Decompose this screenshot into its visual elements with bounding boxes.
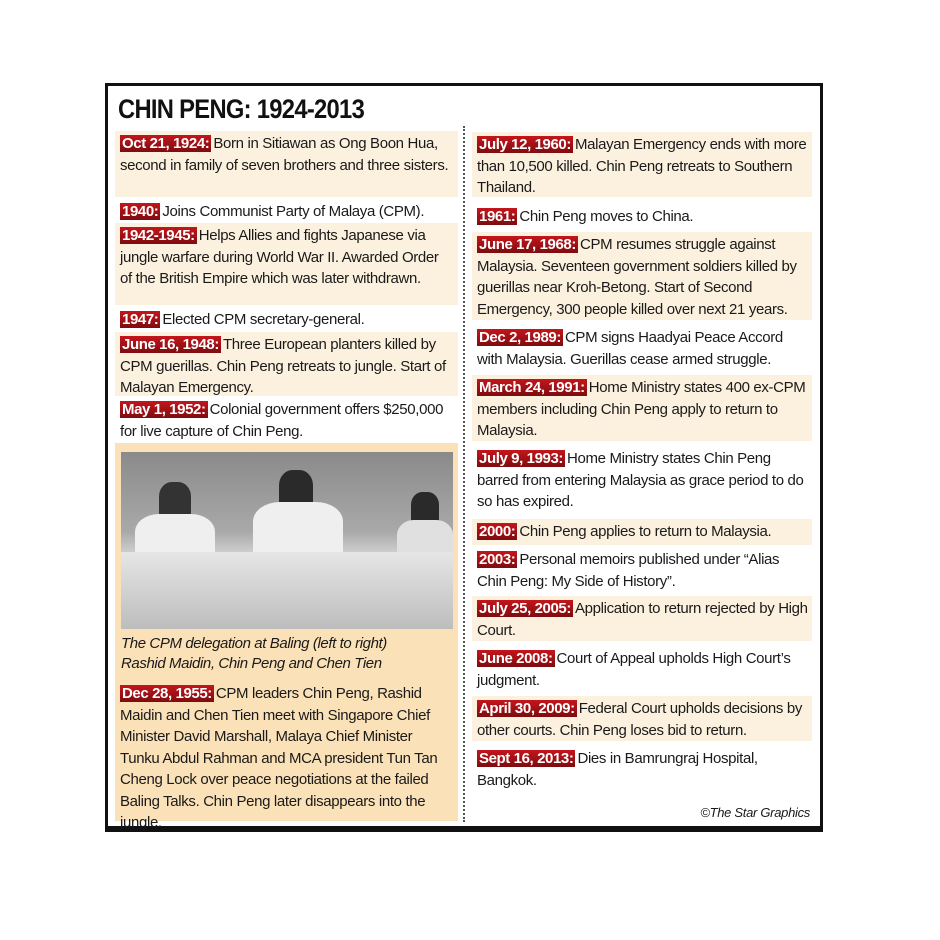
column-divider [463,126,465,822]
timeline-entry [472,547,812,591]
entry-date: Dec 2, 1989: [479,329,561,346]
entry-date: Sept 16, 2013: [479,750,574,767]
entry-text: Application to return rejected by High Court. [477,600,808,639]
entry-text: Personal memoirs published under “Alias Chin Peng: My Side of History”. [477,551,780,590]
entry-date: April 30, 2009: [479,700,575,717]
entry-date: 1947: [122,311,159,328]
entry-text: Home Ministry states 400 ex-CPM members including Chin Peng apply to return to Malaysia. [477,379,806,439]
timeline-entry [472,519,812,545]
entry-text: Malayan Emergency ends with more than 10,500 killed. Chin Peng retreats to Southern Thailand. [477,136,807,196]
timeline-entry [115,223,458,305]
entry-text: CPM resumes struggle against Malaysia. Seventeen government soldiers killed by guerillas near Kroh-Betong. Start of Second Emergency, 300 people killed over next 21 years. [477,236,797,318]
entry-date: June 17, 1968: [479,236,576,253]
timeline-entry [115,397,458,441]
timeline-entry [115,332,458,396]
entry-date: 1942-1945: [122,227,195,244]
timeline-entry [472,375,812,441]
timeline-entry [115,307,458,331]
timeline-entry [472,696,812,741]
entry-text: Elected CPM secretary-general. [162,311,365,328]
entry-date: June 16, 1948: [122,336,219,353]
entry-date: Dec 28, 1955: [122,685,212,702]
entry-text: CPM signs Haadyai Peace Accord with Malaysia. Guerillas cease armed struggle. [477,329,783,368]
entry-text: Chin Peng applies to return to Malaysia. [519,523,772,540]
entry-text: Home Ministry states Chin Peng barred from entering Malaysia as grace period to do so has expired. [477,450,804,510]
page-title: CHIN PENG: 1924-2013 [118,94,365,124]
timeline-entry [472,746,812,791]
entry-text: Helps Allies and fights Japanese via jungle warfare during World War II. Awarded Order of the British Empire which was later withdrawn. [120,227,439,287]
entry-text: Dies in Bamrungraj Hospital, Bangkok. [477,750,758,789]
entry-date: June 2008: [479,650,553,667]
timeline-entry [472,232,812,320]
timeline-entry [115,131,458,197]
timeline-entry [472,204,812,228]
infographic-frame [105,83,823,832]
entry-text: Court of Appeal upholds High Court’s judgment. [477,650,791,689]
entry-date: July 25, 2005: [479,600,571,617]
entry-date: 2003: [479,551,516,568]
credit-line: ©The Star Graphics [700,805,810,820]
photo-section [115,443,458,831]
entry-date: March 24, 1991: [479,379,585,396]
photo-caption: The CPM delegation at Baling (left to right) Rashid Maidin, Chin Peng and Chen Tien [121,635,387,672]
timeline-entry [472,325,812,369]
entry-date: July 12, 1960: [479,136,571,153]
entry-date: May 1, 1952: [122,401,206,418]
entry-text: Chin Peng moves to China. [519,208,694,225]
entry-text: Colonial government offers $250,000 for live capture of Chin Peng. [120,401,444,440]
entry-date: July 9, 1993: [479,450,564,467]
entry-date: Oct 21, 1924: [122,135,210,152]
entry-date: 2000: [479,523,516,540]
entry-text: Born in Sitiawan as Ong Boon Hua, second in family of seven brothers and three sisters. [120,135,449,174]
timeline-entry [472,646,812,691]
entry-text: Joins Communist Party of Malaya (CPM). [162,203,425,220]
entry-text: Three European planters killed by CPM guerillas. Chin Peng retreats to jungle. Start of Malayan Emergency. [120,336,446,396]
entry-date: 1961: [479,208,516,225]
entry-text: CPM leaders Chin Peng, Rashid Maidin and Chen Tien meet with Singapore Chief Minister David Marshall, Malaya Chief Minister Tunku Abdul Rahman and MCA president Tun Tan Cheng Lock over peace negotiations at the failed Baling Talks. Chin Peng later disappears into the jungle. [120,685,438,831]
historical-photo [121,452,453,629]
timeline-entry [472,132,812,197]
entry-date: 1940: [122,203,159,220]
entry-text: Federal Court upholds decisions by other courts. Chin Peng loses bid to return. [477,700,802,739]
timeline-entry [115,199,458,223]
table [121,552,453,629]
timeline-entry [472,596,812,641]
timeline-entry [472,446,812,512]
timeline-entry [115,681,458,831]
person-head [159,482,191,518]
